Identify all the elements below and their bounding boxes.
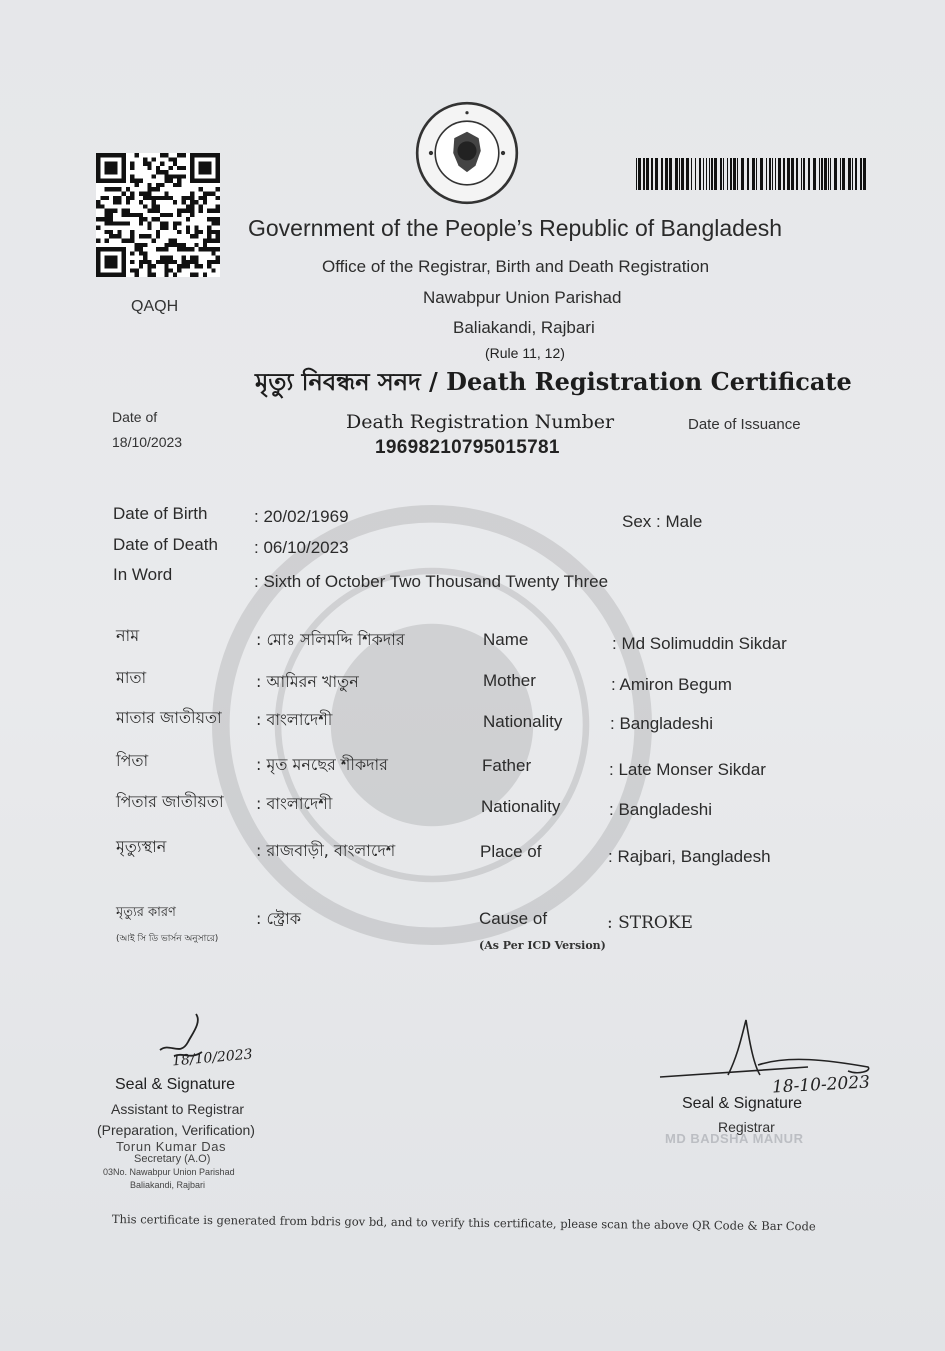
date-of-death-value: : 06/10/2023	[254, 538, 349, 557]
bn-father-nationality-label: পিতার জাতীয়তা	[116, 792, 224, 811]
father-value: : Late Monser Sikdar	[609, 760, 766, 779]
stamp-name: Torun Kumar Das	[116, 1139, 227, 1154]
assistant-registrar-role: Assistant to Registrar	[111, 1101, 245, 1117]
mother-nationality-label: Nationality	[483, 712, 563, 731]
bn-cause-note: (আই সি ডি ভার্সন অনুসারে)	[116, 934, 219, 944]
mother-nationality-value: : Bangladeshi	[610, 714, 714, 733]
mother-label: Mother	[483, 671, 536, 690]
verification-footer: This certificate is generated from bdris gov bd, and to verify this certificate, please scan the above QR Code & Bar Code	[111, 1212, 816, 1234]
bn-mother-nationality-label: মাতার জাতীয়তা	[116, 708, 222, 727]
registrar-signature-date: 18-10-2023	[771, 1072, 871, 1098]
registration-number: 19698210795015781	[375, 437, 560, 458]
bn-mother-nationality-value: : বাংলাদেশী	[256, 710, 333, 729]
assistant-role-detail: (Preparation, Verification)	[97, 1122, 255, 1138]
bn-cause-label: মৃত্যুর কারণ	[116, 905, 176, 920]
certificate-title: মৃত্যু নিবন্ধন সনদ / Death Registration Certificate	[255, 367, 852, 396]
registration-number-label: Death Registration Number	[346, 411, 615, 433]
mother-value: : Amiron Begum	[611, 675, 732, 694]
registrar-role: Registrar	[718, 1119, 775, 1135]
stamp-office: 03No. Nawabpur Union Parishad	[103, 1167, 235, 1177]
cause-note: (As Per ICD Version)	[479, 939, 606, 952]
left-seal-signature-title: Seal & Signature	[115, 1076, 236, 1093]
bn-father-label: পিতা	[116, 751, 149, 770]
bn-cause-value: : স্ট্রোক	[256, 909, 301, 928]
bn-place-label: মৃত্যুস্থান	[116, 837, 167, 856]
cause-value: : STROKE	[607, 913, 693, 933]
in-word-value: : Sixth of October Two Thousand Twenty Three	[254, 572, 609, 591]
office-title: Office of the Registrar, Birth and Death Registration	[322, 257, 710, 276]
location-name: Baliakandi, Rajbari	[453, 318, 595, 337]
date-of-birth-label: Date of Birth	[113, 504, 208, 523]
father-label: Father	[482, 756, 532, 775]
date-of-issuance-label: Date of Issuance	[688, 416, 801, 433]
name-value: : Md Solimuddin Sikdar	[612, 634, 787, 653]
rule-reference: (Rule 11, 12)	[485, 345, 565, 361]
bn-name-value: : মোঃ সলিমদ্দি শিকদার	[256, 630, 405, 649]
date-of-label: Date of	[112, 409, 158, 425]
father-nationality-value: : Bangladeshi	[609, 800, 713, 819]
qr-code[interactable]	[96, 153, 220, 277]
cause-label: Cause of	[479, 909, 548, 928]
stamp-location: Baliakandi, Rajbari	[130, 1180, 206, 1190]
name-label: Name	[483, 630, 529, 649]
stamp-title: Secretary (A.O)	[134, 1153, 211, 1165]
date-of-birth-value: : 20/02/1969	[254, 507, 349, 526]
bn-father-nationality-value: : বাংলাদেশী	[256, 794, 333, 813]
barcode[interactable]	[636, 158, 868, 190]
registrar-signature	[658, 1015, 908, 1085]
bn-mother-label: মাতা	[116, 668, 147, 687]
bn-father-value: : মৃত মনছের শীকদার	[256, 755, 388, 774]
in-word-label: In Word	[113, 565, 173, 584]
father-nationality-label: Nationality	[481, 797, 561, 816]
date-of-value: 18/10/2023	[112, 434, 183, 450]
assistant-signature-date: 18/10/2023	[171, 1046, 254, 1070]
sex-value: Sex : Male	[622, 512, 703, 531]
date-of-death-label: Date of Death	[113, 535, 218, 554]
bn-place-value: : রাজবাড়ী, বাংলাদেশ	[256, 841, 396, 860]
government-seal	[414, 100, 520, 206]
qr-code-label: QAQH	[131, 298, 179, 315]
government-title: Government of the People’s Republic of Bangladesh	[248, 215, 783, 241]
bn-mother-value: : আমিরন খাতুন	[256, 672, 359, 691]
place-label: Place of	[480, 842, 542, 861]
union-name: Nawabpur Union Parishad	[423, 288, 622, 307]
bn-name-label: নাম	[116, 626, 140, 645]
right-seal-signature-title: Seal & Signature	[682, 1095, 803, 1112]
place-value: : Rajbari, Bangladesh	[608, 847, 771, 866]
faded-registrar-stamp: MD BADSHA MANUR	[665, 1131, 804, 1146]
